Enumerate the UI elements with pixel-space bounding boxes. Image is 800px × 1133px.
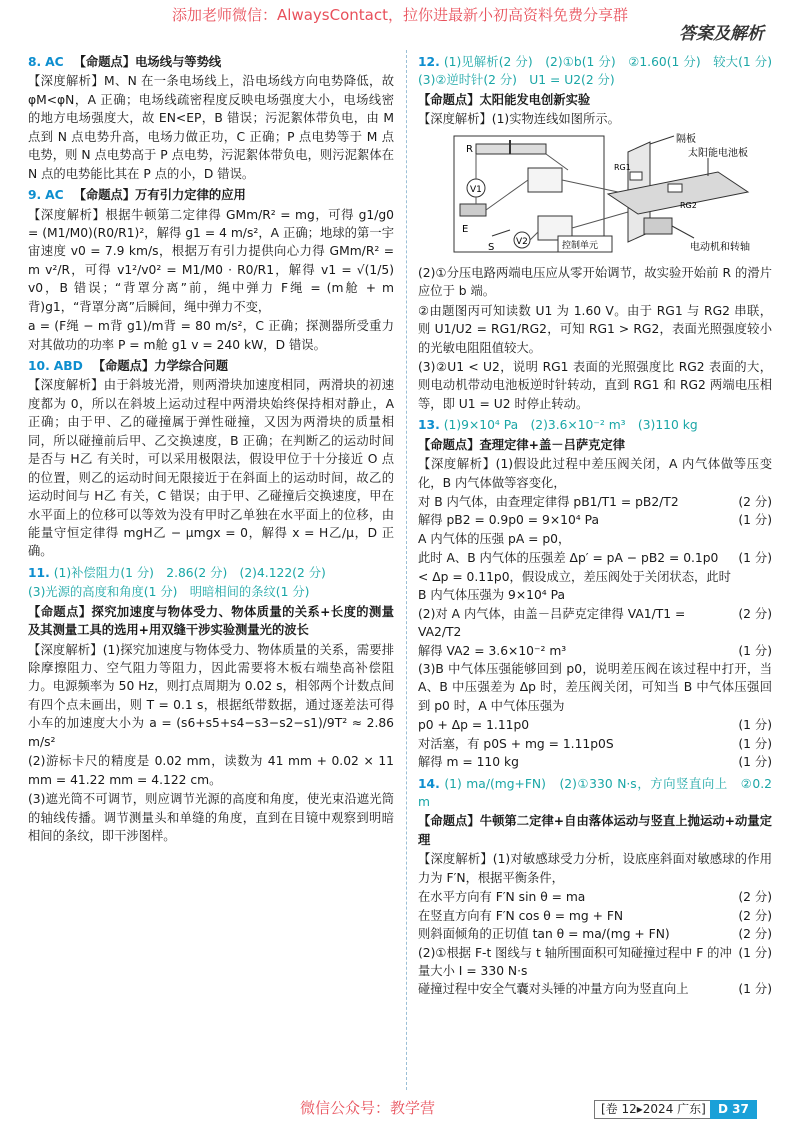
q14-step-3-text: 则斜面倾角的正切值 tan θ = ma/(mg + FN) [418, 927, 670, 942]
meter-upper [528, 168, 562, 192]
q14-number: 14. [418, 776, 440, 791]
q11-analysis-1: 【深度解析】(1)探究加速度与物体受力、物体质量的关系，需要排除摩擦阻力、空气阻力等阻力，因此需要将木板右端垫高补偿阻力。电源频率为 50 Hz，则打点周期为 0.02 s，相邻两个计数点间有四个点未画出，则 T = 0.1 s，根据纸带数据，通过逐差法可得小车的加速度大小为 a = (s6+s5+s4−s3−s2−s1)/9T² ≈ 2.86 m/s² [28, 642, 394, 749]
q13-step-8-text: p0 + Δp = 1.11p0 [418, 718, 530, 733]
q11-analysis-3: (3)遮光筒不可调节，则应调节光源的高度和角度，使光束沿遮光筒的轴线传播。调节测量头和单缝的角度，直到在目镜中观察到明暗相间的条纹，即干涉图样。 [28, 792, 394, 843]
q9-number: 9. [28, 188, 42, 203]
q13-heading [418, 416, 772, 434]
q9-topic: 【命题点】万有引力定律的应用 [73, 188, 246, 203]
q8-answer: AC [45, 55, 64, 69]
q11-analysis-2: (2)游标卡尺的精度是 0.02 mm，读数为 41 mm + 0.02 × 11 mm = 41.22 mm = 4.122 cm。 [28, 754, 394, 787]
q9-heading [28, 186, 394, 204]
q8-heading [28, 53, 394, 71]
q12-analysis-3: (3)②U1 < U2，说明 RG1 表面的光照强度比 RG2 表面的大，则电动机带动电池板逆时针转动，直到 RG1 和 RG2 两端电压相等，即 U1 = U2 时停止转动。 [418, 359, 772, 411]
q12-topic: 【命题点】太阳能发电创新实验 [418, 92, 591, 107]
label-solar-panel: 太阳能电池板 [688, 147, 748, 159]
q10-topic: 【命题点】力学综合问题 [92, 359, 229, 373]
q9-answer: AC [45, 188, 64, 203]
q12-analysis-2: ②由题图丙可知读数 U1 为 1.60 V。由于 RG1 与 RG2 串联，则 U1/U2 = RG1/RG2，可知 RG1 > RG2，表面光照强度较小的光敏电阻阻值较大。 [418, 303, 772, 355]
q14-step-5 [418, 980, 772, 998]
q13-step-2 [418, 511, 772, 529]
circuit-diagram-svg [418, 132, 772, 260]
q14-step-4-text: (2)①根据 F-t 图线与 t 轴所围面积可知碰撞过程中 F 的冲量大小 I = 330 N·s [418, 945, 732, 978]
q9-analysis-2: a = (F绳 − m背 g1)/m背 = 80 m/s²，C 正确；探测器所受重力对其做功的功率 P = m舱 g1 v = 240 kW，D 错误。 [28, 319, 394, 352]
q11-answer-line2: (3)光源的高度和角度(1 分) 明暗相间的条纹(1 分) [28, 585, 310, 600]
q13-step-10 [418, 753, 772, 771]
q13-step-1-text: 对 B 内气体，由查理定律得 pB1/T1 = pB2/T2 [418, 495, 679, 509]
q13-step-1-score: (2 分) [738, 495, 772, 509]
q13-step-9-text: 对活塞，有 p0S + mg = 1.11p0S [418, 736, 614, 751]
q13-step-6-text: 解得 VA2 = 3.6×10⁻² m³ [418, 643, 567, 658]
q8-analysis: 【深度解析】M、N 在一条电场线上，沿电场线方向电势降低，故 φM<φN，A 正确；电场线疏密程度反映电场强度大小，电场线密的地方电场强度大，故 EN<EP，B 错误；污泥絮体带负电，由 M 点到 N 点电势升高，电场力做正功，C 正确；P 点电势等于 M 点电势，则 N 点电势高于 P 点电势，污泥絮体带负电，则污泥絮体在 N 点的电势能比其在 P 点的小，D 错误。 [28, 74, 394, 181]
label-r: R [466, 143, 473, 155]
q14-step-1 [418, 888, 772, 906]
q13-step-9-score: (1 分) [738, 736, 772, 751]
q13-step-9 [418, 735, 772, 753]
q13-step-5-text: (2)对 A 内气体，由盖－吕萨克定律得 VA1/T1 = VA2/T2 [418, 606, 686, 640]
q13-topic: 【命题点】查理定律+盖－吕萨克定律 [418, 437, 626, 452]
q14-step-3 [418, 925, 772, 943]
q12-analysis-0: 【深度解析】(1)实物连线如图所示。 [418, 112, 620, 127]
q12-number: 12. [418, 55, 440, 69]
q11-heading [28, 564, 394, 582]
q14-step-2-text: 在竖直方向有 F′N cos θ = mg + FN [418, 908, 624, 923]
label-v1: V1 [470, 184, 482, 195]
q13-step-4-text: 此时 A、B 内气体的压强差 Δp′ = pA − pB2 = 0.1p0 < Δp = 0.11p0，假设成立，差压阀处于关闭状态，此时 B 内气体压强为 9×10⁴ Pa [418, 551, 731, 603]
battery [460, 204, 486, 216]
q14-answer: (1) ma/(mg+FN) (2)①330 N·s，方向竖直向上 ②0.2 m [418, 776, 772, 809]
switch [492, 230, 510, 236]
q12-analysis-1: (2)①分压电路两端电压应从零开始调节，故实验开始前 R 的滑片应位于 b 端。 [418, 265, 772, 299]
q14-step-2 [418, 907, 772, 925]
q13-step-2-score: (1 分) [738, 513, 772, 528]
q13-step-4-score: (1 分) [738, 551, 772, 566]
q13-answer: (1)9×10⁴ Pa (2)3.6×10⁻² m³ (3)110 kg [443, 418, 698, 433]
q13-analysis-1: 【深度解析】(1)假设此过程中差压阀关闭，A 内气体做等压变化，B 内气体做等容变化， [418, 457, 772, 490]
photoresistor-rg2 [668, 184, 682, 192]
callout-line-motor [672, 226, 694, 238]
q14-step-2-score: (2 分) [738, 908, 772, 923]
q8-topic: 【命题点】电场线与等势线 [73, 55, 222, 69]
q13-step-8-score: (1 分) [738, 718, 772, 733]
q14-step-4-score: (1 分) [738, 945, 772, 960]
q10-analysis: 【深度解析】由于斜坡光滑，则两滑块加速度相同，两滑块的初速度都为 0，所以在斜坡上运动过程中两滑块始终保持相对静止，A 正确；由于甲、乙的碰撞属于弹性碰撞，又因为两滑块的质量相同，所以碰撞前后甲、乙交换速度，B 正确；在判断乙的运动时间是否与 H乙 有关时，可以采用极限法，假设甲位于十分接近 O 点的位置，则乙的运动时间无限接近于在斜面上的运动时间，故乙的运动时间与 H乙 有关，C 错误；由于甲、乙碰撞后交换速度，甲在水平面上的位移可以等效为没有甲时乙单独在水平面上的位移，由能量守恒定律得 mgH乙 − μmgx = 0，解得 x = H乙/μ，D 正确。 [28, 378, 394, 559]
label-e: E [462, 223, 469, 235]
q8-number: 8. [28, 55, 42, 69]
q14-step-1-text: 在水平方向有 F′N sin θ = ma [418, 890, 586, 905]
label-rg1: RG1 [614, 162, 631, 172]
q10-answer: ABD [53, 359, 83, 373]
left-column [28, 50, 394, 846]
q13-step-10-text: 解得 m = 110 kg [418, 755, 519, 770]
footer-watermark: 微信公众号：教学营 [300, 1099, 436, 1117]
q9-analysis-1: 【深度解析】根据牛顿第二定律得 GMm/R² = mg，可得 g1/g0 = (M1/M0)(R0/R1)²，解得 g1 = 4 m/s²，A 正确；地球的第一宇宙速度 v0 = 7.9 km/s，根据万有引力提供向心力得 GMm/R² = m v²/R，可得 v1²/v0² = M1/M0 · R0/R1，解得 v1 = √(1/5) v0，B 错误；“背罩分离”前，绳中弹力 F绳 = (m舱 + m背)g1，“背罩分离”后瞬间，绳中弹力不变， [28, 207, 394, 314]
q13-step-2-text: 解得 pB2 = 0.9p0 = 9×10⁴ Pa [418, 513, 600, 528]
q11-topic: 【命题点】探究加速度与物体受力、物体质量的关系+长度的测量及其测量工具的选用+用双缝干涉实验测量光的波长 [28, 604, 394, 638]
q14-heading [418, 775, 772, 812]
q10-number: 10. [28, 359, 50, 373]
q13-step-6 [418, 642, 772, 660]
q13-step-3: A 内气体的压强 pA = p0， [418, 531, 571, 546]
callout-line-partition [650, 136, 674, 144]
q13-number: 13. [418, 418, 440, 433]
label-rg2: RG2 [680, 200, 697, 210]
label-s: S [488, 241, 495, 253]
motor [644, 218, 672, 234]
q14-topic: 【命题点】牛顿第二定律+自由落体运动与竖直上抛运动+动量定理 [418, 814, 772, 847]
photoresistor-rg1 [630, 172, 642, 180]
q14-step-1-score: (2 分) [738, 890, 772, 905]
q13-step-1 [418, 493, 772, 511]
q11-answer-line1: (1)补偿阻力(1 分) 2.86(2 分) (2)4.122(2 分) [53, 565, 326, 580]
q14-step-3-score: (2 分) [738, 927, 772, 942]
footer-paper-id: [卷 12▸2024 广东] [594, 1100, 713, 1119]
circuit-diagram [418, 132, 772, 260]
right-column [418, 50, 785, 999]
q11-number: 11. [28, 565, 50, 580]
q13-step-5-score: (2 分) [738, 606, 772, 621]
q14-step-5-score: (1 分) [738, 982, 772, 997]
q10-heading [28, 357, 394, 375]
q14-step-5-text: 碰撞过程中安全气囊对头锤的冲量方向为竖直向上 [418, 982, 689, 997]
q12-answer: (1)见解析(2 分) (2)①b(1 分) ②1.60(1 分) 较大(1 分) (3)②逆时针(2 分) U1 = U2(2 分) [418, 55, 785, 88]
top-watermark: 添加老师微信：AlwaysContact，拉你进最新小初高资料免费分享群 [172, 6, 628, 24]
label-partition: 隔板 [676, 133, 696, 145]
q13-step-7: (3)B 中气体压强能够回到 p0，说明差压阀在该过程中打开，当 A、B 中压强差为 Δp 时，差压阀关闭，可知当 B 中气体压强回到 p0 时，A 中气体压强为 [418, 661, 772, 713]
q13-step-10-score: (1 分) [738, 755, 772, 770]
column-divider [406, 50, 407, 1090]
q14-analysis-1: 【深度解析】(1)对敏感球受力分析，设底座斜面对敏感球的作用力为 F′N，根据平衡条件， [418, 852, 772, 885]
label-control-unit: 控制单元 [562, 240, 599, 251]
q13-step-6-score: (1 分) [738, 643, 772, 658]
label-motor: 电动机和转轴 [690, 241, 750, 253]
q13-step-8 [418, 716, 772, 734]
footer-page-badge: D 37 [710, 1100, 757, 1119]
label-v2: V2 [516, 236, 528, 247]
q13-step-4 [418, 549, 772, 604]
section-header: 答案及解析 [679, 24, 764, 44]
q12-heading [418, 53, 785, 90]
q13-step-5 [418, 605, 772, 642]
q14-step-4 [418, 944, 772, 981]
